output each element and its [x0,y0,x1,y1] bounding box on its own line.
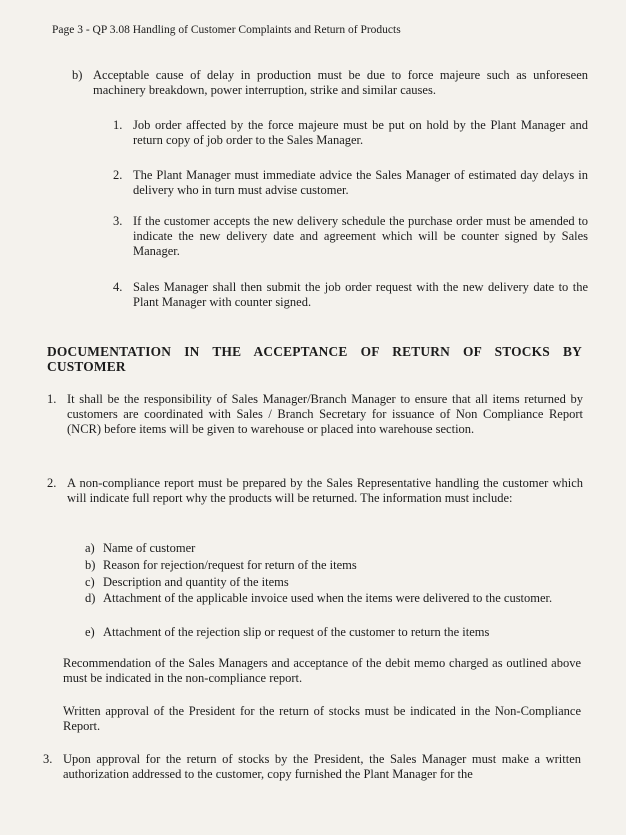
info-c-marker: c) [85,575,95,589]
info-d-text: Attachment of the applicable invoice used when the items were delivered to the customer. [103,591,553,605]
item-2-marker: 2. [47,476,57,490]
item-1-text: It shall be the responsibility of Sales Manager/Branch Manager to ensure that all items returned by customers are coordinated with Sales / Branch Secretary for issuance of Non Compliance Report (NCR) before items will be given to warehouse or placed into warehouse section. [67,392,583,436]
info-d-marker: d) [85,591,96,605]
subitem-4-marker: 4. [113,280,123,294]
subitem-3-marker: 3. [113,214,123,228]
item-2-text: A non-compliance report must be prepared by the Sales Representative handling the customer which will indicate full report why the products will be returned. The information must include: [67,476,583,505]
info-e-marker: e) [85,625,95,639]
item-3-text: Upon approval for the return of stocks by the President, the Sales Manager must make a written authorization addressed to the customer, copy furnished the Plant Manager for the [63,752,581,781]
item-1-marker: 1. [47,392,57,406]
page-header: Page 3 - QP 3.08 Handling of Customer Complaints and Return of Products [52,24,401,36]
info-e-text: Attachment of the rejection slip or request of the customer to return the items [103,625,490,639]
subitem-1-marker: 1. [113,118,123,132]
section-heading-line-1: DOCUMENTATION IN THE ACCEPTANCE OF RETURN OF STOCKS BY [47,344,582,359]
approval-paragraph: Written approval of the President for the return of stocks must be indicated in the Non-Compliance Report. [63,704,581,733]
item-b-text: Acceptable cause of delay in production must be due to force majeure such as unforeseen machinery breakdown, power interruption, strike and similar causes. [93,68,588,97]
section-heading-line-2: CUSTOMER [47,359,126,374]
item-3-marker: 3. [43,752,53,766]
section-heading [47,344,582,374]
info-a-text: Name of customer [103,541,196,555]
subitem-2-marker: 2. [113,168,123,182]
info-b-text: Reason for rejection/request for return of the items [103,558,357,572]
subitem-4-text: Sales Manager shall then submit the job order request with the new delivery date to the Plant Manager with counter signed. [133,280,588,309]
subitem-3-text: If the customer accepts the new delivery schedule the purchase order must be amended to indicate the new delivery date and agreement which will be counter signed by Sales Manager. [133,214,588,258]
item-b-marker: b) [72,68,83,82]
subitem-1-text: Job order affected by the force majeure must be put on hold by the Plant Manager and return copy of job order to the Sales Manager. [133,118,588,147]
subitem-2-text: The Plant Manager must immediate advice the Sales Manager of estimated day delays in delivery who in turn must advise customer. [133,168,588,197]
info-a-marker: a) [85,541,95,555]
info-b-marker: b) [85,558,96,572]
recommendation-paragraph: Recommendation of the Sales Managers and acceptance of the debit memo charged as outlined above must be indicated in the non-compliance report. [63,656,581,685]
info-c-text: Description and quantity of the items [103,575,289,589]
